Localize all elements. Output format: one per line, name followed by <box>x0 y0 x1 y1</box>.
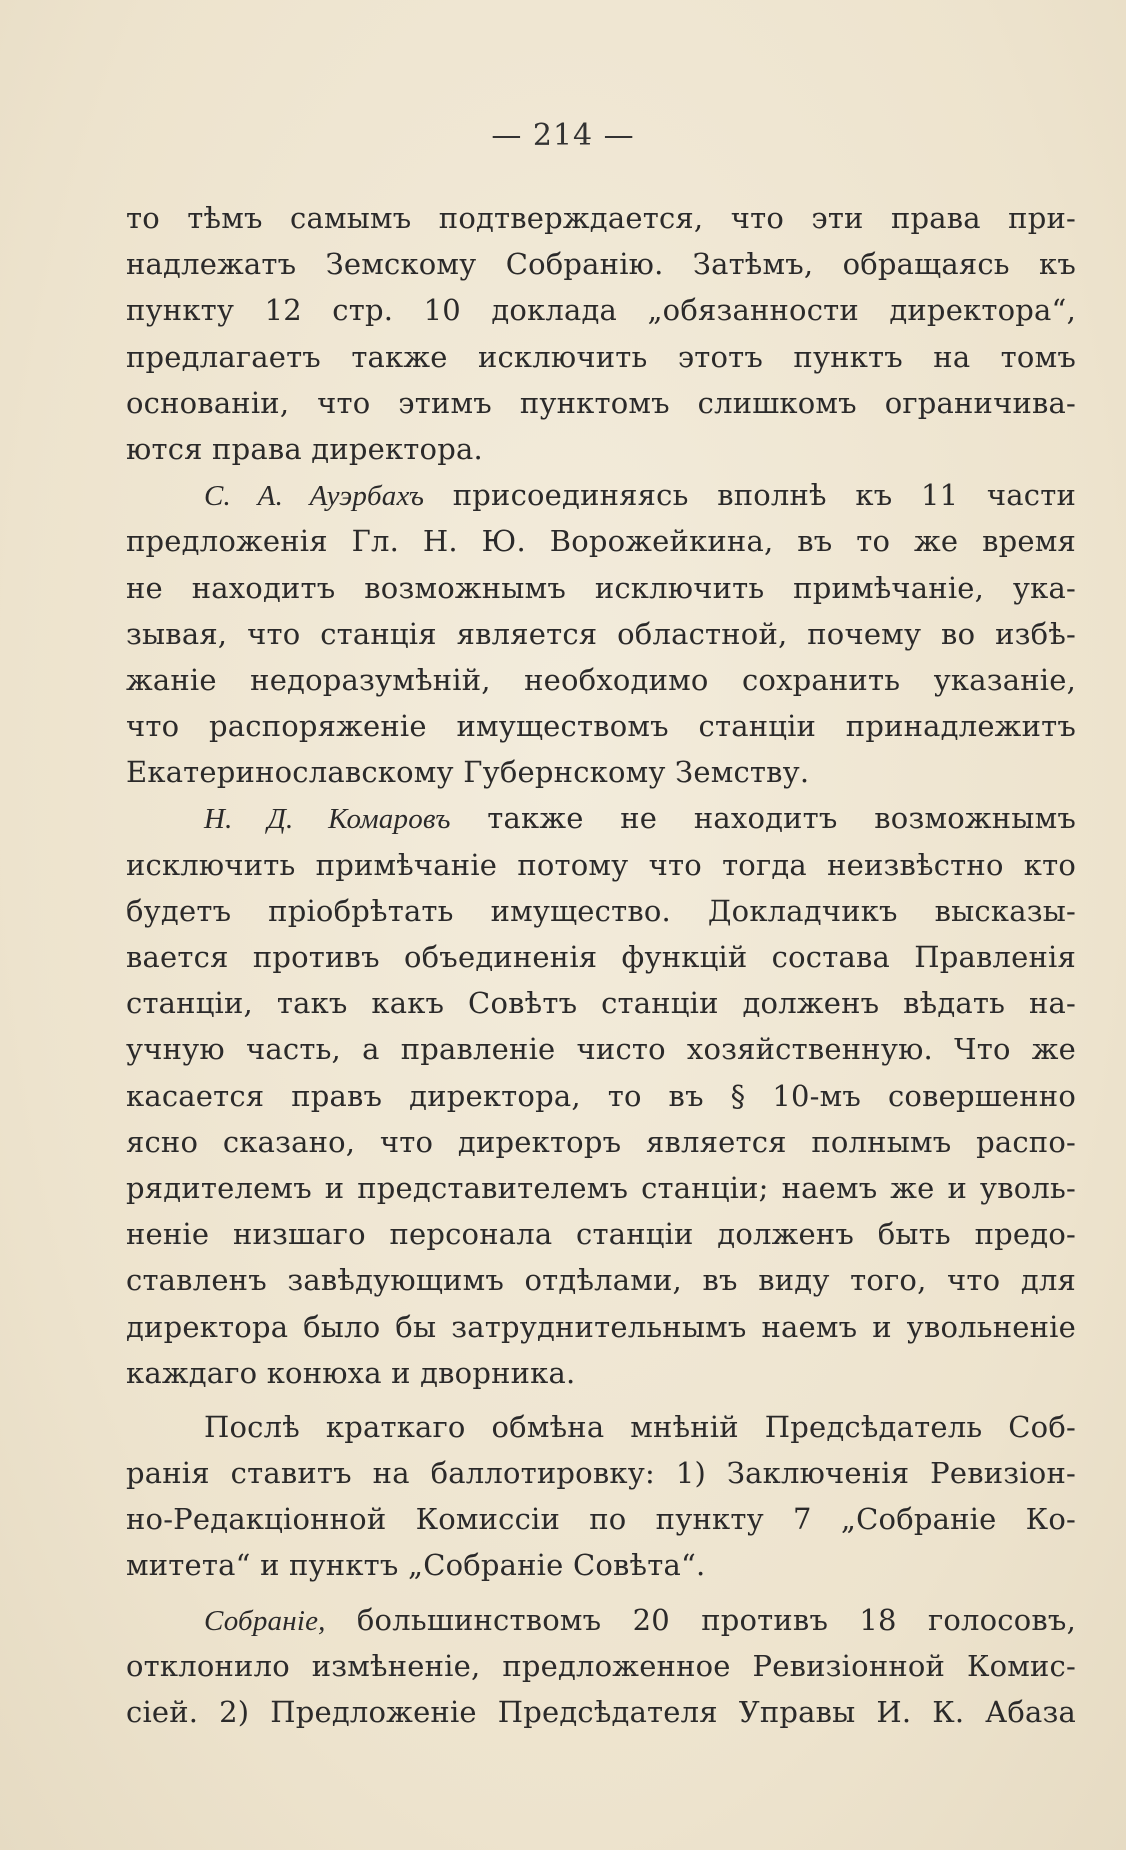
text-line: не находитъ возможнымъ исключить примѣчаніе, ука- <box>126 570 1076 605</box>
speaker-name: С. А. Ауэрбахъ <box>204 480 425 513</box>
text-line: сіей. 2) Предложеніе Предсѣдателя Управы И. К. Абаза <box>126 1695 1076 1729</box>
text-line: предложенія Гл. Н. Ю. Ворожейкина, въ то же время <box>126 524 1076 559</box>
text-line: будетъ пріобрѣтать имущество. Докладчикъ высказы- <box>126 893 1076 928</box>
text-line: ранія ставитъ на баллотировку: 1) Заключенія Ревизіон- <box>126 1456 1076 1491</box>
body-text <box>126 195 1076 1735</box>
text-line: но-Редакціонной Комиссіи по пункту 7 „Собраніе Ко- <box>126 1502 1076 1537</box>
paragraph <box>126 795 1076 1395</box>
text-line <box>126 472 1076 518</box>
text-line: ются права директора. <box>126 431 483 466</box>
text-line: отклонило измѣненіе, предложенное Ревизіонной Комис- <box>126 1648 1076 1683</box>
text-line: директора было бы затруднительнымъ наемъ и увольненіе <box>126 1309 1076 1344</box>
text-line: рядителемъ и представителемъ станціи; наемъ же и уволь- <box>126 1170 1076 1205</box>
line-text: присоединяясь вполнѣ къ 11 части <box>424 478 1076 513</box>
text-line: исключить примѣчаніе потому что тогда неизвѣстно кто <box>126 847 1076 882</box>
text-line: касается правъ директора, то въ § 10-мъ совершенно <box>126 1078 1076 1113</box>
text-line: вается противъ объединенія функцій состава Правленія <box>126 940 1076 974</box>
paragraph <box>126 1597 1076 1736</box>
speaker-name: Н. Д. Комаровъ <box>204 803 451 836</box>
text-line: предлагаетъ также исключить этотъ пунктъ на томъ <box>126 339 1076 374</box>
text-line: что распоряженіе имуществомъ станціи принадлежитъ <box>126 709 1076 744</box>
text-line: митета“ и пунктъ „Собраніе Совѣта“. <box>126 1548 706 1583</box>
text-line: основаніи, что этимъ пунктомъ слишкомъ ограничива- <box>126 385 1076 420</box>
text-line: каждаго конюха и дворника. <box>126 1355 576 1390</box>
text-line: ставленъ завѣдующимъ отдѣлами, въ виду того, что для <box>126 1263 1076 1298</box>
text-line <box>126 795 1076 841</box>
text-line: неніе низшаго персонала станціи долженъ быть предо- <box>126 1217 1076 1252</box>
paragraph <box>126 195 1076 472</box>
page-number: — 214 — <box>491 118 635 153</box>
text-line: ясно сказано, что директоръ является полнымъ распо- <box>126 1124 1076 1159</box>
text-line: пункту 12 стр. 10 доклада „обязанности директора“, <box>126 293 1076 328</box>
paragraph <box>126 1404 1076 1589</box>
text-line: учную часть, а правленіе чисто хозяйственную. Что же <box>126 1032 1076 1067</box>
text-line: Послѣ краткаго обмѣна мнѣній Предсѣдатель Соб- <box>204 1409 1076 1444</box>
text-line: надлежатъ Земскому Собранію. Затѣмъ, обращаясь къ <box>126 247 1076 282</box>
text-line: станціи, такъ какъ Совѣтъ станціи долженъ вѣдать на- <box>126 986 1076 1021</box>
text-line: Екатеринославскому Губернскому Земству. <box>126 755 810 790</box>
text-line: то тѣмъ самымъ подтверждается, что эти права при- <box>126 201 1076 235</box>
text-line: жаніе недоразумѣній, необходимо сохранить указаніе, <box>126 662 1076 697</box>
speaker-name: Собраніе, <box>204 1604 326 1637</box>
line-text: также не находитъ возможнымъ <box>450 801 1076 836</box>
line-text: большинствомъ 20 противъ 18 голосовъ, <box>325 1602 1076 1637</box>
paragraph <box>126 472 1076 795</box>
text-line <box>126 1597 1076 1643</box>
text-line: зывая, что станція является областной, почему во избѣ- <box>126 616 1076 651</box>
